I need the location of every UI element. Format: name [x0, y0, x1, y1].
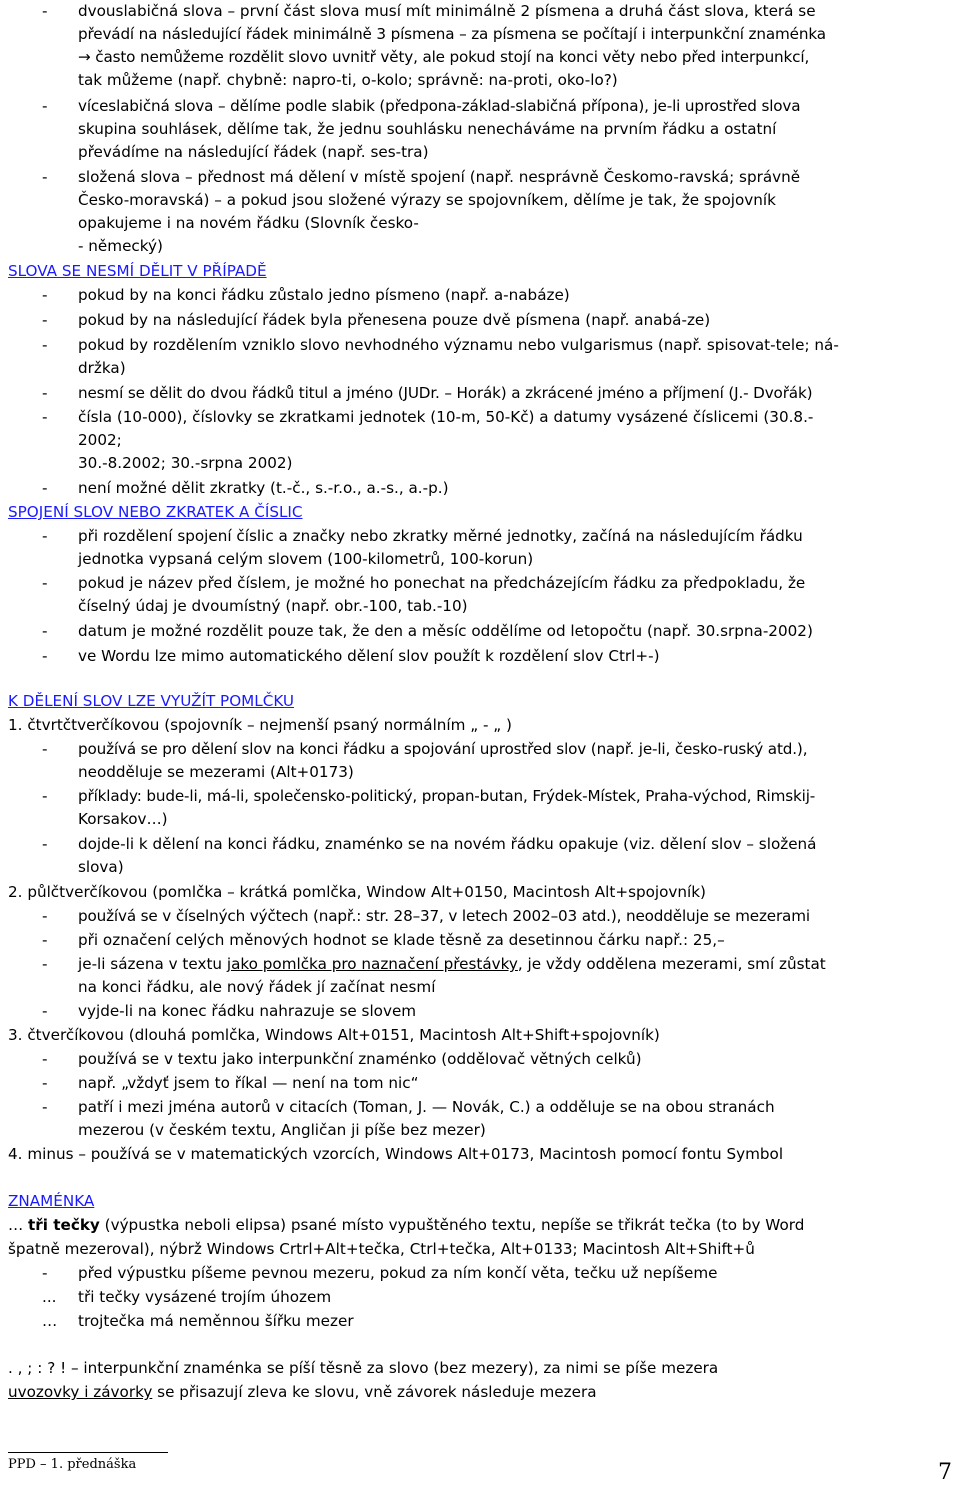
text-line	[0, 309, 960, 332]
text-line	[0, 1048, 960, 1071]
list-marker: -	[42, 835, 48, 853]
text-line	[0, 1286, 960, 1309]
line-text: 2002;	[78, 431, 122, 449]
text-line	[0, 0, 960, 23]
line-text: jednotka vypsaná celým slovem (100-kilometrů, 100-korun)	[78, 550, 534, 568]
line-text: Česko-moravská) – a pokud jsou složené výrazy se spojovníkem, dělíme je tak, že spojovník	[78, 191, 776, 209]
list-marker: -	[42, 787, 48, 805]
line-text: slova)	[78, 858, 124, 876]
text-line	[0, 1238, 960, 1261]
paragraph-text: . , ; : ? ! – interpunkční znaménka se píší těsně za slovo (bez mezery), za nimi se píše mezera	[8, 1359, 719, 1377]
text-line	[0, 477, 960, 500]
line-text: dvouslabičná slova – první část slova musí mít minimálně 2 písmena a druhá část slova, která se	[78, 2, 816, 20]
text-line	[0, 118, 960, 141]
line-text: převádí na následující řádek minimálně 3 písmena – za písmena se počítají i interpunkční znaménka	[78, 25, 826, 43]
text-line	[0, 548, 960, 571]
line-text: 30.-8.2002; 30.-srpna 2002)	[78, 454, 293, 472]
text-line	[0, 1119, 960, 1142]
list-marker: ...	[42, 1288, 57, 1306]
line-text: víceslabičná slova – dělíme podle slabik (předpona-základ-slabičná přípona), je-li uprostřed slova	[78, 97, 801, 115]
list-marker: -	[42, 647, 48, 665]
text-line	[0, 284, 960, 307]
text-line	[0, 808, 960, 831]
numbered-item: 4. minus – používá se v matematických vzorcích, Windows Alt+0173, Macintosh pomocí fontu Symbol	[8, 1145, 784, 1163]
list-marker: -	[42, 168, 48, 186]
paragraph-text	[8, 1214, 804, 1237]
numbered-item: 3. čtverčíkovou (dlouhá pomlčka, Windows Alt+0151, Macintosh Alt+Shift+spojovník)	[8, 1026, 660, 1044]
list-marker: -	[42, 97, 48, 115]
line-text: převádíme na následující řádek (např. ses-tra)	[78, 143, 429, 161]
paragraph-text	[8, 1381, 597, 1404]
line-text: skupina souhlásek, dělíme tak, že jednu souhlásku nenecháváme na prvním řádku a ostatní	[78, 120, 777, 138]
section-heading: K DĚLENÍ SLOV LZE VYUŽÍT POMLČKU	[8, 692, 295, 710]
list-marker: …	[42, 1312, 58, 1330]
text-line	[0, 46, 960, 69]
underlined-text: uvozovky i závorky	[8, 1383, 153, 1401]
text-line	[0, 976, 960, 999]
line-text: tak můžeme (např. chybně: napro-ti, o-kolo; správně: na-proti, oko-lo?)	[78, 71, 618, 89]
text-line	[0, 595, 960, 618]
list-marker: -	[42, 622, 48, 640]
line-text: čísla (10-000), číslovky se zkratkami jednotek (10-m, 50-Kč) a datumy vysázené číslicemi (30.8.-	[78, 408, 814, 426]
list-marker: -	[42, 931, 48, 949]
section-heading: ZNAMÉNKA	[8, 1192, 95, 1210]
bold-term: tři tečky	[28, 1216, 100, 1234]
line-text: složená slova – přednost má dělení v místě spojení (např. nesprávně Českomo-ravská; správně	[78, 168, 801, 186]
list-marker: -	[42, 955, 48, 973]
text-line	[0, 1214, 960, 1237]
footer-text: PPD – 1. přednáška	[8, 1457, 137, 1472]
list-marker: -	[42, 408, 48, 426]
line-text: pokud by rozdělením vzniklo slovo nevhodného významu nebo vulgarismus (např. spisovat-tele; ná-	[78, 336, 839, 354]
numbered-item: 2. půlčtverčíkovou (pomlčka – krátká pomlčka, Window Alt+0150, Macintosh Alt+spojovník)	[8, 883, 706, 901]
line-text: nesmí se dělit do dvou řádků titul a jméno (JUDr. – Horák) a zkrácené jméno a příjmení (J.- Dvořák)	[78, 384, 813, 402]
line-text-part: se přisazují zleva ke slovu, vně závorek následuje mezera	[152, 1383, 597, 1401]
text-line	[0, 761, 960, 784]
list-marker: -	[42, 740, 48, 758]
page-number: 7	[938, 1460, 952, 1485]
list-marker: -	[42, 1098, 48, 1116]
text-line	[0, 785, 960, 808]
list-marker: -	[42, 286, 48, 304]
underlined-text: jako pomlčka pro naznačení přestávky	[226, 955, 518, 973]
text-line	[0, 166, 960, 189]
line-text-part: , je vždy oddělena mezerami, smí zůstat	[517, 955, 826, 973]
text-line	[0, 357, 960, 380]
text-line	[0, 235, 960, 258]
text-line	[0, 856, 960, 879]
text-line	[0, 141, 960, 164]
line-text: pokud by na následující řádek byla přenesena pouze dvě písmena (např. anabá-ze)	[78, 311, 711, 329]
text-line	[0, 212, 960, 235]
text-line	[0, 1000, 960, 1023]
line-text: mezerou (v českém textu, Angličan ji píše bez mezer)	[78, 1121, 486, 1139]
line-text: číselný údaj je dvoumístný (např. obr.-100, tab.-10)	[78, 597, 468, 615]
line-text: → často nemůžeme rozdělit slovo uvnitř věty, ale pokud stojí na konci věty nebo před interpunkcí,	[78, 48, 810, 66]
text-line	[0, 905, 960, 928]
line-text-part: je-li sázena v textu	[78, 955, 227, 973]
list-marker: -	[42, 1074, 48, 1092]
text-line	[0, 382, 960, 405]
text-line	[0, 429, 960, 452]
line-text: opakujeme i na novém řádku (Slovník česko-	[78, 214, 419, 232]
line-text: používá se v číselných výčtech (např.: str. 28–37, v letech 2002–03 atd.), neodděluje se mezerami	[78, 907, 810, 925]
line-text	[78, 953, 826, 976]
text-line	[0, 572, 960, 595]
text-line	[0, 1072, 960, 1095]
text-line	[0, 738, 960, 761]
line-text: příklady: bude-li, má-li, společensko-politický, propan-butan, Frýdek-Místek, Praha-východ, Rimskij-	[78, 787, 816, 805]
text-line	[0, 929, 960, 952]
text-line	[0, 525, 960, 548]
text-line	[0, 189, 960, 212]
section-heading: SLOVA SE NESMÍ DĚLIT V PŘÍPADĚ	[8, 262, 267, 280]
line-text: pokud je název před číslem, je možné ho ponechat na předcházejícím řádku za předpokladu, že	[78, 574, 806, 592]
line-text: vyjde-li na konec řádku nahrazuje se slovem	[78, 1002, 417, 1020]
line-text: trojtečka má neměnnou šířku mezer	[78, 1312, 354, 1330]
section-heading: SPOJENÍ SLOV NEBO ZKRATEK A ČÍSLIC	[8, 503, 303, 521]
line-text: při rozdělení spojení číslic a značky nebo zkratky měrné jednotky, začíná na následujícím řádku	[78, 527, 803, 545]
list-marker: -	[42, 384, 48, 402]
list-marker: -	[42, 1264, 48, 1282]
line-text: patří i mezi jména autorů v citacích (Toman, J. — Novák, C.) a odděluje se na obou stranách	[78, 1098, 775, 1116]
text-line	[0, 1310, 960, 1333]
line-text: používá se v textu jako interpunkční znaménko (oddělovač větných celků)	[78, 1050, 642, 1068]
list-marker: -	[42, 1002, 48, 1020]
list-marker: -	[42, 336, 48, 354]
line-text: neodděluje se mezerami (Alt+0173)	[78, 763, 354, 781]
line-text: na konci řádku, ale nový řádek jí začínat nesmí	[78, 978, 436, 996]
text-line	[0, 406, 960, 429]
text-line	[0, 1262, 960, 1285]
text-line	[0, 953, 960, 976]
line-text: pokud by na konci řádku zůstalo jedno písmeno (např. a-nabáze)	[78, 286, 570, 304]
list-marker: -	[42, 311, 48, 329]
paragraph-text: špatně mezeroval), nýbrž Windows Crtrl+Alt+tečka, Ctrl+tečka, Alt+0133; Macintosh Alt+Shift+ů	[8, 1240, 755, 1258]
text-line	[0, 620, 960, 643]
list-marker: -	[42, 907, 48, 925]
list-marker: -	[42, 479, 48, 497]
line-text: datum je možné rozdělit pouze tak, že den a měsíc oddělíme od letopočtu (např. 30.srpna-2002)	[78, 622, 813, 640]
line-text: při označení celých měnových hodnot se klade těsně za desetinnou čárku např.: 25,–	[78, 931, 725, 949]
line-text: před výpustku píšeme pevnou mezeru, pokud za ním končí věta, tečku už nepíšeme	[78, 1264, 718, 1282]
line-text: tři tečky vysázené trojím úhozem	[78, 1288, 332, 1306]
text-line	[0, 334, 960, 357]
line-text: používá se pro dělení slov na konci řádku a spojování uprostřed slov (např. je-li, česko-ruský atd.),	[78, 740, 808, 758]
list-marker: -	[42, 2, 48, 20]
text-line	[0, 1096, 960, 1119]
line-text-part: (výpustka neboli elipsa) psané místo vypuštěného textu, nepíše se třikrát tečka (to by Word	[99, 1216, 805, 1234]
list-marker: -	[42, 574, 48, 592]
list-marker: -	[42, 527, 48, 545]
line-text: - německý)	[78, 237, 163, 255]
ellipsis-marker: …	[8, 1216, 24, 1234]
text-line	[0, 645, 960, 668]
list-marker: -	[42, 1050, 48, 1068]
footer-rule	[8, 1452, 168, 1453]
line-text: Korsakov…)	[78, 810, 168, 828]
text-line	[0, 452, 960, 475]
numbered-item: 1. čtvrtčtverčíkovou (spojovník – nejmenší psaný normálním „ - „ )	[8, 716, 512, 734]
text-line	[0, 95, 960, 118]
text-line	[0, 69, 960, 92]
line-text: např. „vždyť jsem to říkal — není na tom nic“	[78, 1074, 419, 1092]
text-line	[0, 1381, 960, 1404]
line-text: ve Wordu lze mimo automatického dělení slov použít k rozdělení slov Ctrl+-)	[78, 647, 660, 665]
text-line	[0, 833, 960, 856]
line-text: držka)	[78, 359, 126, 377]
line-text: dojde-li k dělení na konci řádku, znaménko se na novém řádku opakuje (viz. dělení slov – složená	[78, 835, 817, 853]
text-line	[0, 23, 960, 46]
line-text: není možné dělit zkratky (t.-č., s.-r.o., a.-s., a.-p.)	[78, 479, 449, 497]
text-line	[0, 1357, 960, 1380]
